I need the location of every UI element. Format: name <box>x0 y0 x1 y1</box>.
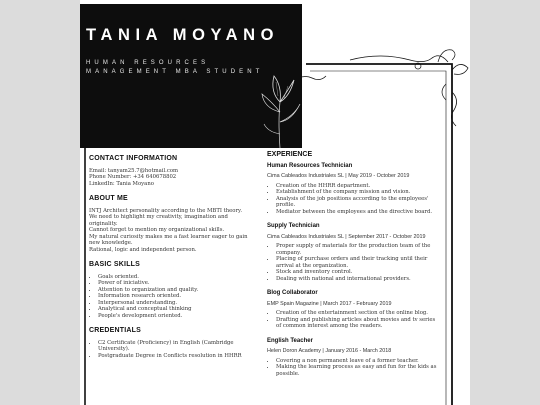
job-title: Supply Technician <box>267 223 320 229</box>
subtitle-line-2: MANAGEMENT MBA STUDENT <box>86 69 264 75</box>
about-line: originality. <box>89 220 118 227</box>
about-line: Rational, logic and independent person. <box>89 246 197 253</box>
subtitle-line-1: HUMAN RESOURCES <box>86 60 210 66</box>
job-duty: • Establishment of the company mission and vision. <box>276 189 439 196</box>
contact-section <box>89 156 249 187</box>
contact-email: Email: tanyam25.7@hotmail.com <box>89 167 179 174</box>
job-duty: • Placing of purchase orders and their tracking until their arrival at the organization. <box>276 256 439 269</box>
job-duty: • Creation of the HHRR department. <box>276 183 439 190</box>
credentials-section <box>89 328 249 359</box>
skills-section <box>89 262 249 319</box>
contact-phone: Phone Number: +34 640678802 <box>89 174 177 180</box>
about-heading: ABOUT ME <box>89 195 128 202</box>
skill-item: • Information research oriented. <box>98 293 249 300</box>
about-line: We need to highlight my creativity, imagination and <box>89 214 228 220</box>
skills-list <box>89 274 249 320</box>
left-column <box>89 156 249 368</box>
job-duty: • Proper supply of materials for the production team of the company. <box>276 243 439 256</box>
job-duty: • Covering a non permanent leave of a former teacher. <box>276 358 439 365</box>
skill-item: • Goals oriented. <box>98 274 249 281</box>
skill-item: • Attention to organization and quality. <box>98 287 249 294</box>
about-line: new knowledge. <box>89 240 133 246</box>
job-duties <box>267 183 439 216</box>
job-meta: Cima Cableados Industriales SL | September 2017 - October 2019 <box>267 233 426 240</box>
job-meta: EMP Spain Magazine | March 2017 - February 2019 <box>267 300 392 307</box>
job-duty: • Making the learning process as easy and fun for the kids as possible. <box>276 364 439 377</box>
contact-heading: CONTACT INFORMATION <box>89 155 178 162</box>
job-entry <box>267 223 439 282</box>
job-title: English Teacher <box>267 337 313 344</box>
job-duties <box>267 243 439 282</box>
job-duty: • Dealing with national and international providers. <box>276 276 439 283</box>
job-title: Human Resources Technician <box>267 162 353 169</box>
job-entry <box>267 163 439 216</box>
skill-item: • Interpersonal understanding. <box>98 300 249 307</box>
about-line: My natural curiosity makes me a fast learner eager to gain <box>89 233 248 240</box>
credentials-heading: CREDENTIALS <box>89 327 141 334</box>
name-title: TANIA MOYANO <box>86 26 280 44</box>
about-line: INTJ Architect personality according to the MBTI theory. <box>89 207 243 214</box>
job-duty: • Analysis of the job positions according to the employees' profile. <box>276 196 439 209</box>
contact-linkedin: LinkedIn: Tania Moyano <box>89 180 154 187</box>
job-duty: • Drafting and publishing articles about movies and tv series of common interest among the readers. <box>276 317 439 330</box>
about-line: Cannot forget to mention my organizational skills. <box>89 227 225 233</box>
about-section <box>89 196 249 253</box>
skill-item: • Power of iniciative. <box>98 280 249 287</box>
resume-page <box>80 0 470 405</box>
job-duty: • Mediator between the employees and the directive board. <box>276 209 439 216</box>
job-title: Blog Collaborator <box>267 290 318 296</box>
credentials-list <box>89 340 249 360</box>
lily-illustration <box>258 72 302 148</box>
credential-item: • Postgraduate Degree in Conflicts resolution in HHRR <box>98 353 249 360</box>
skills-heading: BASIC SKILLS <box>89 261 141 268</box>
job-entry <box>267 290 439 330</box>
job-duty: • Stock and inventory control. <box>276 269 439 276</box>
job-duties <box>267 358 439 378</box>
job-entry <box>267 338 439 378</box>
job-duty: • Creation of the entertainment section of the online blog. <box>276 310 439 317</box>
job-meta: Helen Doron Academy | January 2016 - March 2018 <box>267 348 392 354</box>
skill-item: • Analytical and conceptual thinking <box>98 306 249 313</box>
header-banner <box>80 4 302 148</box>
credential-item: • C2 Certificate (Proficiency) in English (Cambridge University). <box>98 340 249 353</box>
job-meta: Cima Cableados Industriales SL | May 2019 - October 2019 <box>267 173 410 179</box>
experience-heading: EXPERIENCE <box>267 151 313 158</box>
experience-section <box>267 152 439 377</box>
job-duties <box>267 310 439 330</box>
skill-item: • People's development oriented. <box>98 313 249 320</box>
